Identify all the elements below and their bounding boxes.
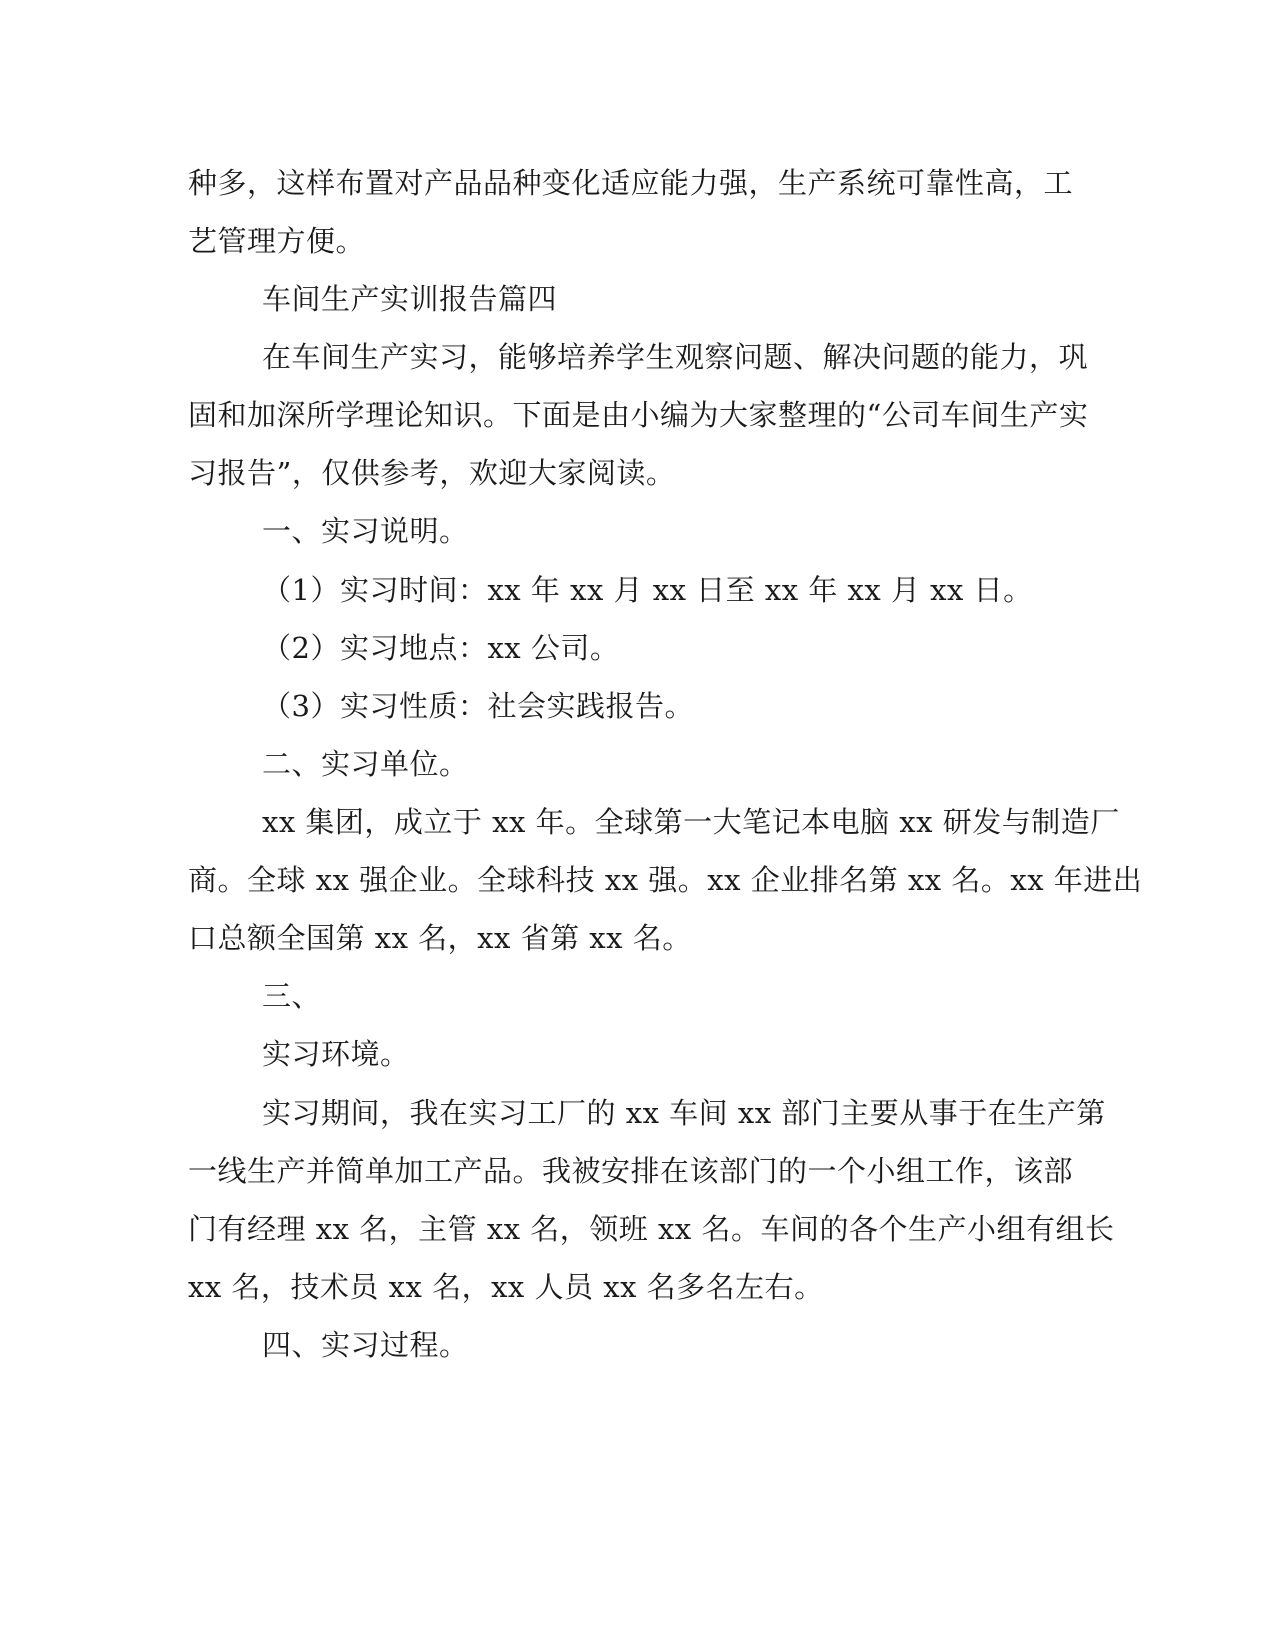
text-line: 一线生产并简单加工产品。我被安排在该部门的一个小组工作，该部 (188, 1154, 1074, 1188)
list-item: （1）实习时间：xx 年 xx 月 xx 日至 xx 年 xx 月 xx 日。 (262, 573, 1033, 607)
text-line: 实习期间，我在实习工厂的 xx 车间 xx 部门主要从事于在生产第 (262, 1096, 1106, 1130)
text-line: 口总额全国第 xx 名，xx 省第 xx 名。 (188, 921, 692, 955)
text-line: 商。全球 xx 强企业。全球科技 xx 强。xx 企业排名第 xx 名。xx 年进出 (188, 863, 1143, 897)
text-line: 习报告”，仅供参考，欢迎大家阅读。 (188, 456, 676, 490)
text-line: xx 名，技术员 xx 名，xx 人员 xx 名多名左右。 (188, 1270, 824, 1304)
text-line: 门有经理 xx 名，主管 xx 名，领班 xx 名。车间的各个生产小组有组长 (188, 1212, 1115, 1246)
section-heading: 二、实习单位。 (262, 747, 469, 781)
section-heading: 三、 (262, 979, 322, 1013)
text-line: 种多，这样布置对产品品种变化适应能力强，生产系统可靠性高，工 (188, 166, 1074, 200)
text-line: 艺管理方便。 (188, 224, 366, 258)
section-heading: 车间生产实训报告篇四 (262, 282, 558, 316)
list-item: （2）实习地点：xx 公司。 (262, 631, 620, 665)
section-heading: 四、实习过程。 (262, 1328, 469, 1362)
section-heading: 一、实习说明。 (262, 514, 469, 548)
text-line: 固和加深所学理论知识。下面是由小编为大家整理的“公司车间生产实 (188, 398, 1089, 432)
section-heading: 实习环境。 (262, 1037, 410, 1071)
text-line: 在车间生产实习，能够培养学生观察问题、解决问题的能力，巩 (262, 340, 1089, 374)
list-item: （3）实习性质：社会实践报告。 (262, 689, 694, 723)
text-line: xx 集团，成立于 xx 年。全球第一大笔记本电脑 xx 研发与制造厂 (262, 805, 1120, 839)
